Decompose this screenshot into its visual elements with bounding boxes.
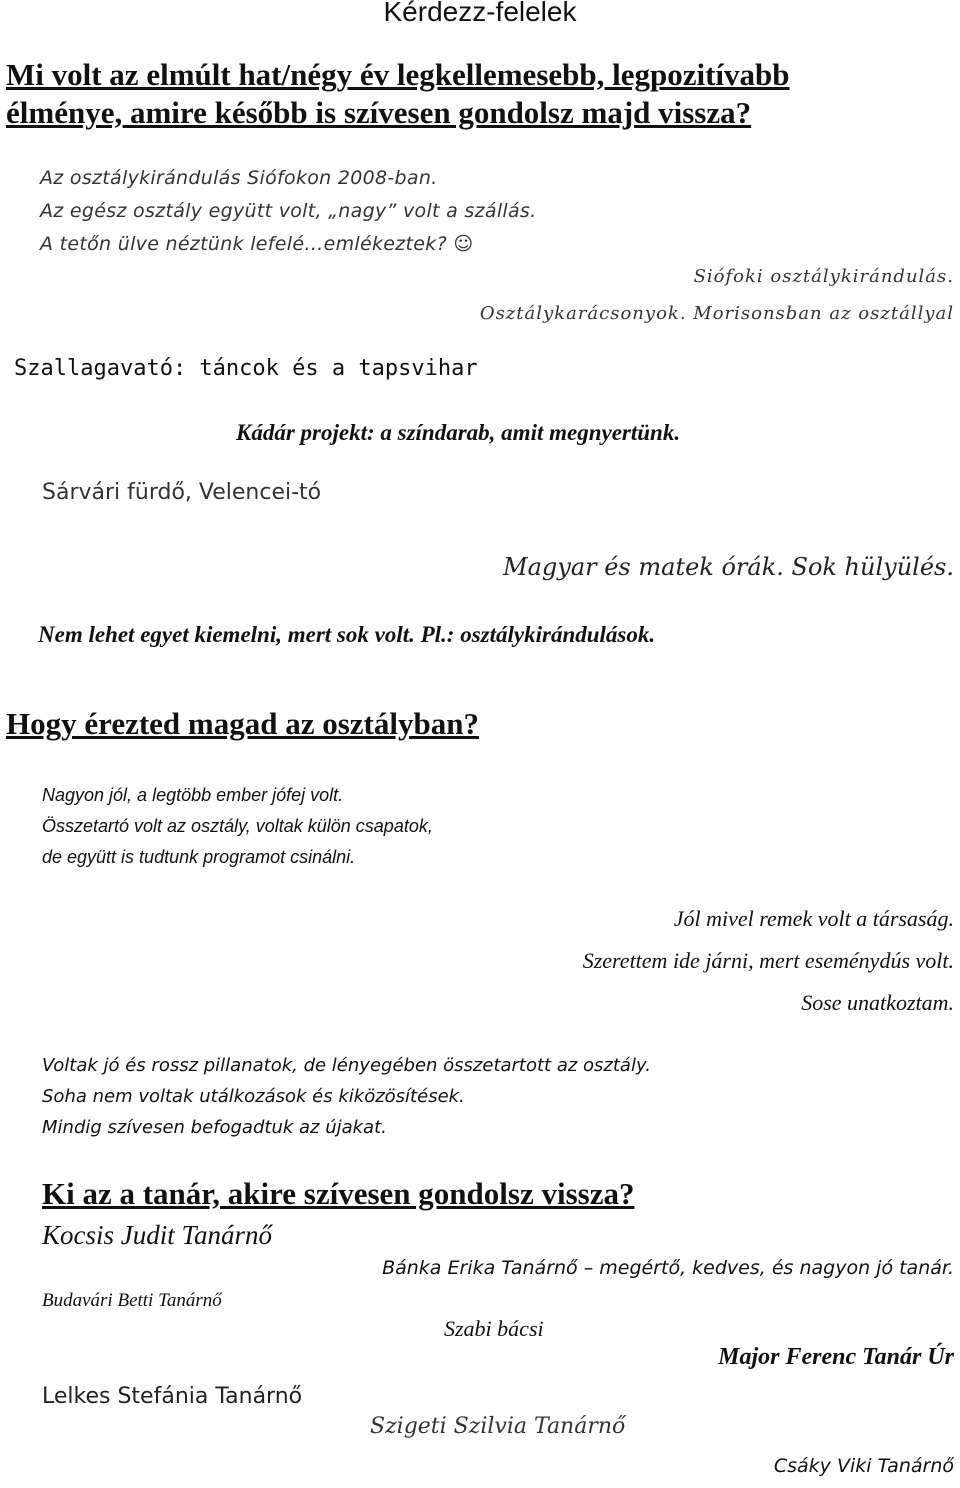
- answer-siofok: [40, 162, 536, 261]
- teacher-answer: Csáky Viki Tanárnő: [773, 1455, 954, 1477]
- answer-line: Az osztálykirándulás Siófokon 2008-ban.: [40, 167, 438, 189]
- answer-line: Voltak jó és rossz pillanatok, de lényegében összetartott az osztály.: [42, 1055, 651, 1076]
- answer-line: Az egész osztály együtt volt, „nagy” volt a szállás.: [40, 200, 537, 222]
- answer-line: Nagyon jól, a legtöbb ember jófej volt.: [42, 785, 344, 805]
- question-1-line: Mi volt az elmúlt hat/négy év legkellemesebb, legpozitívabb: [6, 57, 790, 92]
- answer-class-trips: [480, 258, 954, 332]
- answer-line: Soha nem voltak utálkozások és kiközösítések.: [42, 1086, 465, 1107]
- question-1-line: élménye, amire később is szívesen gondolsz majd vissza?: [6, 95, 752, 130]
- answer-line: Siófoki osztálykirándulás.: [693, 266, 954, 287]
- teacher-answer: Kocsis Judit Tanárnő: [42, 1220, 273, 1250]
- teacher-answer: Lelkes Stefánia Tanárnő: [42, 1384, 303, 1409]
- answer-line: de együtt is tudtunk programot csinálni.: [42, 847, 356, 867]
- question-1: [6, 56, 790, 132]
- teacher-answer: Bánka Erika Tanárnő – megértő, kedves, és nagyon jó tanár.: [382, 1257, 954, 1279]
- answer-sarvar-bath: Sárvári fürdő, Velencei-tó: [42, 480, 322, 505]
- teacher-answer: Budavári Betti Tanárnő: [42, 1290, 222, 1311]
- answer-kadar-project: Kádár projekt: a színdarab, amit megnyertünk.: [236, 420, 681, 445]
- answer-line: Jól mivel remek volt a társaság.: [673, 906, 954, 931]
- answer-line: Osztálykarácsonyok. Morisonsban az osztállyal: [479, 303, 954, 324]
- answer-line: Szerettem ide járni, mert eseménydús volt.: [582, 948, 954, 973]
- answer-line: Mindig szívesen befogadtuk az újakat.: [42, 1117, 387, 1138]
- teacher-answer: Szabi bácsi: [444, 1316, 544, 1341]
- answer-great-company: [583, 898, 954, 1024]
- answer-ribbon-ball: Szallagavató: táncok és a tapsvihar: [14, 356, 478, 381]
- answer-line: Sose unatkoztam.: [801, 990, 954, 1015]
- answer-line: Összetartó volt az osztály, voltak külön csapatok,: [42, 816, 433, 836]
- answer-lessons: Magyar és matek órák. Sok hülyülés.: [503, 553, 954, 581]
- teacher-answer: Szigeti Szilvia Tanárnő: [370, 1414, 626, 1439]
- page-title: Kérdezz-felelek: [383, 0, 577, 27]
- answer-cannot-choose: Nem lehet egyet kiemelni, mert sok volt. Pl.: osztálykirándulások.: [38, 622, 656, 647]
- answer-good-and-bad: [42, 1050, 651, 1143]
- answer-line: A tetőn ülve néztünk lefelé…emlékeztek? ☺: [40, 233, 474, 255]
- answer-felt-good: [42, 780, 433, 873]
- question-3: Ki az a tanár, akire szívesen gondolsz vissza?: [42, 1176, 635, 1211]
- question-2: Hogy érezted magad az osztályban?: [6, 706, 479, 741]
- teacher-answer: Major Ferenc Tanár Úr: [718, 1344, 954, 1370]
